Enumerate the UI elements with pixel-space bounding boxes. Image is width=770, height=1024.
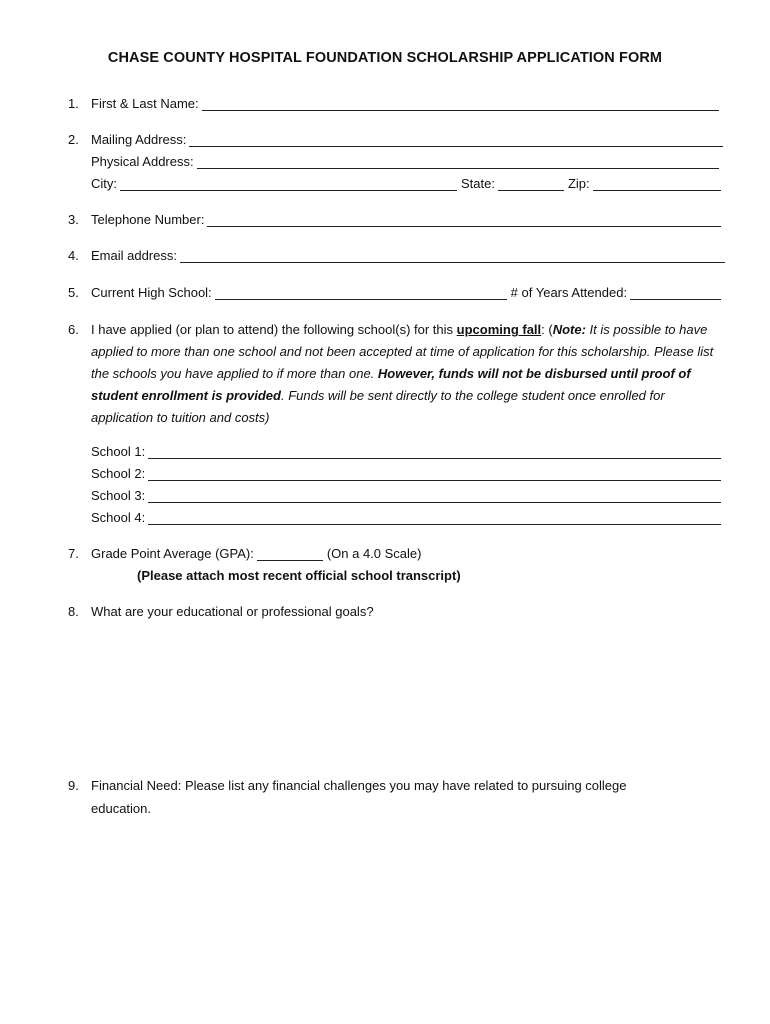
disbursement-warning: However, funds will not be disbursed until proof of student enrollment is provided — [91, 366, 691, 403]
state-field[interactable] — [498, 179, 564, 191]
school-row — [91, 510, 721, 525]
item-number: 4. — [68, 248, 79, 263]
telephone-row — [91, 212, 721, 227]
item-number: 7. — [68, 546, 79, 561]
years-attended-field[interactable] — [630, 288, 721, 300]
physical-address-field[interactable] — [197, 157, 719, 169]
schools-instructions: I have applied (or plan to attend) the following school(s) for this upcoming fall: (Note: It is possible to have applied to more than one school and not been accepted at time of application for this scholarship. Please list the schools you have applied to if more than one. However, funds will not be disbursed until proof of student enrollment is provided. Funds will be sent directly to the college student once enrolled for application to tuition and costs) — [91, 322, 714, 425]
gpa-scale-note: (On a 4.0 Scale) — [326, 546, 422, 561]
zip-field[interactable] — [593, 179, 721, 191]
telephone-label: Telephone Number: — [91, 212, 205, 227]
school-label: School 4: — [91, 510, 146, 525]
school-4-field[interactable] — [148, 513, 721, 525]
years-attended-label: # of Years Attended: — [510, 285, 628, 300]
high-school-field[interactable] — [215, 288, 507, 300]
high-school-row — [91, 285, 721, 300]
gpa-label: Grade Point Average (GPA): — [91, 546, 254, 561]
item-number: 9. — [68, 778, 79, 793]
gpa-field[interactable] — [257, 549, 323, 561]
school-row — [91, 488, 721, 503]
city-field[interactable] — [120, 179, 457, 191]
school-label: School 1: — [91, 444, 146, 459]
item-number: 1. — [68, 96, 79, 111]
state-label: State: — [461, 176, 495, 191]
email-label: Email address: — [91, 248, 177, 263]
name-field[interactable] — [202, 99, 719, 111]
telephone-field[interactable] — [207, 215, 721, 227]
school-label: School 3: — [91, 488, 146, 503]
school-1-field[interactable] — [148, 447, 721, 459]
high-school-label: Current High School: — [91, 285, 212, 300]
gpa-row — [91, 546, 421, 561]
goals-question: What are your educational or professional goals? — [91, 604, 374, 619]
physical-row — [91, 154, 719, 169]
school-row — [91, 444, 721, 459]
item-number: 3. — [68, 212, 79, 227]
item-number: 5. — [68, 285, 79, 300]
transcript-note: (Please attach most recent official school transcript) — [137, 568, 461, 583]
city-row — [91, 176, 721, 191]
name-row — [91, 96, 719, 111]
note-label: Note: — [552, 322, 586, 337]
mailing-row — [91, 132, 723, 147]
school-label: School 2: — [91, 466, 146, 481]
item-number: 8. — [68, 604, 79, 619]
school-row — [91, 466, 721, 481]
school-3-field[interactable] — [148, 491, 721, 503]
email-field[interactable] — [180, 251, 725, 263]
mailing-address-label: Mailing Address: — [91, 132, 187, 147]
name-label: First & Last Name: — [91, 96, 199, 111]
item-number: 6. — [68, 322, 79, 337]
financial-need-question: Financial Need: Please list any financial challenges you may have related to pursuing college — [91, 778, 627, 793]
item-number: 2. — [68, 132, 79, 147]
zip-label: Zip: — [567, 176, 590, 191]
form-title: CHASE COUNTY HOSPITAL FOUNDATION SCHOLARSHIP APPLICATION FORM — [107, 50, 663, 66]
physical-address-label: Physical Address: — [91, 154, 194, 169]
school-2-field[interactable] — [148, 469, 721, 481]
email-row — [91, 248, 725, 263]
financial-need-question-cont: education. — [91, 801, 151, 816]
city-label: City: — [91, 176, 117, 191]
mailing-address-field[interactable] — [189, 135, 723, 147]
upcoming-fall-text: upcoming fall — [456, 322, 542, 337]
